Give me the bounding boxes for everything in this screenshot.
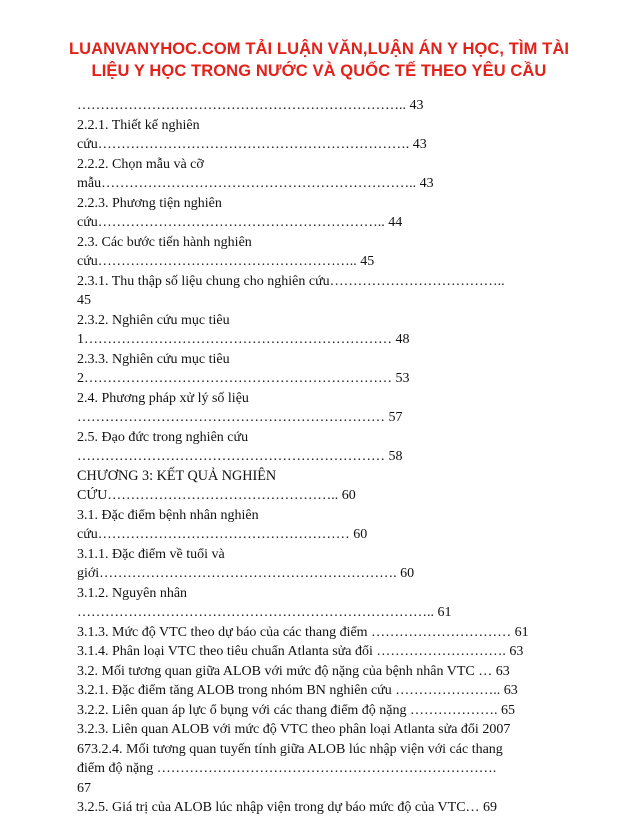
toc-line: 3.2.2. Liên quan áp lực ổ bụng với các thang điểm độ nặng ………………. 65 [77, 702, 516, 718]
toc-line: 3.1. Đặc điểm bệnh nhân nghiên [77, 507, 259, 523]
toc-line: 2.3. Các bước tiến hành nghiên [77, 234, 252, 250]
toc-line: …………………………………………………………….. 43 [77, 98, 424, 113]
toc-line: 2.3.2. Nghiên cứu mục tiêu [77, 312, 230, 328]
toc-line: 2.2.1. Thiết kế nghiên [77, 117, 200, 133]
toc-line: 1………………………………………………………… 48 [77, 332, 410, 347]
toc-line: 3.2.1. Đặc điểm tăng ALOB trong nhóm BN nghiên cứu ………………….. 63 [77, 683, 518, 698]
toc-line: điểm độ nặng ………………………………………………………………. [77, 761, 497, 776]
toc-line: cứu……………………………………………… 60 [77, 527, 368, 542]
toc-line: 2.2.3. Phương tiện nghiên [77, 195, 222, 211]
toc-line: 3.2.3. Liên quan ALOB với mức độ VTC theo phân loại Atlanta sửa đổi 2007 [77, 722, 511, 737]
toc-line: mẫu………………………………………………………….. 43 [77, 176, 434, 191]
toc-line: 3.1.1. Đặc điểm về tuổi và [77, 546, 225, 562]
toc-line: cứu……………………………………………….. 45 [77, 254, 375, 269]
toc-line: CỨU………………………………………….. 60 [77, 488, 356, 503]
page-header [40, 38, 598, 82]
toc-line: 3.2. Mối tương quan giữa ALOB với mức độ nặng của bệnh nhân VTC … 63 [77, 663, 510, 679]
toc-line: 3.1.2. Nguyên nhân [77, 585, 188, 601]
toc-line: 2.4. Phương pháp xử lý số liệu [77, 390, 249, 406]
toc-line: CHƯƠNG 3: KẾT QUẢ NGHIÊN [77, 467, 277, 484]
header-line-2: LIỆU Y HỌC TRONG NƯỚC VÀ QUỐC TẾ THEO YÊU CẦU [91, 62, 547, 80]
toc-line: ………………………………………………………… 58 [77, 449, 403, 464]
toc-line: ………………………………………………………… 57 [77, 410, 403, 425]
toc-line: 673.2.4. Mối tương quan tuyến tính giữa ALOB lúc nhập viện với các thang [77, 741, 503, 757]
toc-line: 2.2.2. Chọn mẫu và cỡ [77, 156, 204, 172]
header-line-1: LUANVANYHOC.COM TẢI LUẬN VĂN,LUẬN ÁN Y HỌC, TÌM TÀI [68, 40, 570, 58]
toc-line: cứu…………………………………………………….. 44 [77, 215, 403, 230]
toc-line: 3.1.3. Mức độ VTC theo dự báo của các thang điểm ………………………… 61 [77, 624, 529, 640]
toc-line: 2.5. Đạo đức trong nghiên cứu [77, 429, 249, 445]
toc-line: 2.3.1. Thu thập số liệu chung cho nghiên cứu……………………………….. [77, 273, 505, 289]
toc-line: ………………………………………………………………….. 61 [77, 605, 452, 620]
toc-line: 3.1.4. Phân loại VTC theo tiêu chuẩn Atlanta sửa đổi ………………………. 63 [77, 644, 524, 659]
toc-line: 45 [77, 293, 91, 308]
toc-line: 2………………………………………………………… 53 [77, 371, 410, 386]
toc-line: 67 [77, 780, 91, 796]
toc-line: cứu…………………………………………………………. 43 [77, 137, 427, 152]
table-of-contents [77, 96, 567, 818]
toc-line: giới………………………………………………………. 60 [77, 566, 415, 581]
toc-line: 3.2.5. Giá trị của ALOB lúc nhập viện trong dự báo mức độ của VTC… 69 [77, 800, 498, 815]
toc-line: 2.3.3. Nghiên cứu mục tiêu [77, 351, 230, 367]
